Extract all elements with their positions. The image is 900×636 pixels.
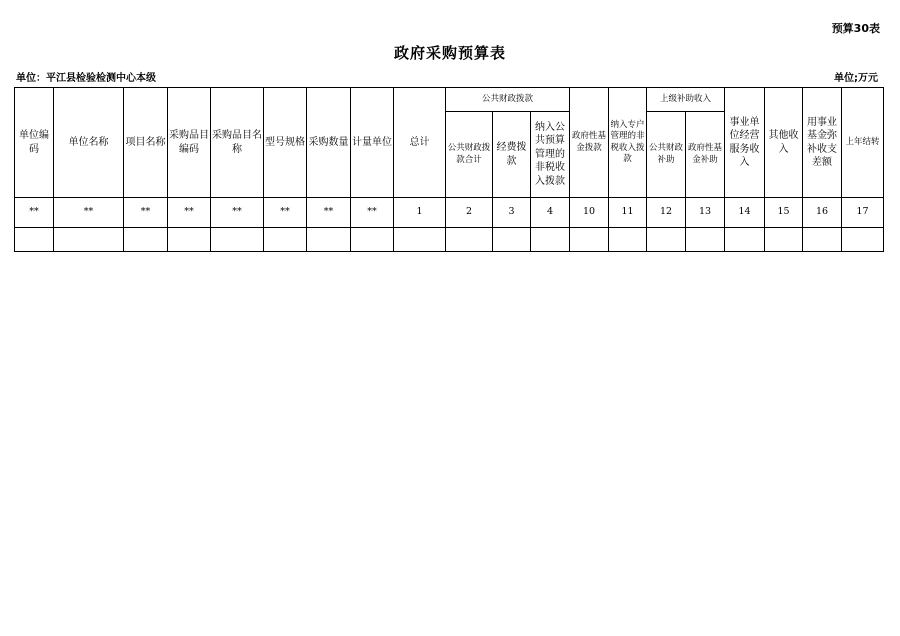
index-cell: 2: [446, 198, 493, 228]
page-title: 政府采购预算表: [393, 44, 506, 62]
header-item-name: 采购品目名称: [211, 88, 264, 198]
index-cell: **: [264, 198, 307, 228]
header-business-income: 事业单位经营服务收入: [725, 88, 765, 198]
index-cell: **: [54, 198, 124, 228]
header-measure-unit: 计量单位: [351, 88, 394, 198]
header-item-code: 采购品目编码: [168, 88, 211, 198]
index-cell: 13: [686, 198, 725, 228]
header-other-income: 其他收入: [765, 88, 803, 198]
header-unit-code: 单位编码: [15, 88, 54, 198]
header-unit-name: 单位名称: [54, 88, 124, 198]
header-gov-fund: 政府性基金拨款: [570, 88, 609, 198]
empty-cell: [842, 228, 884, 252]
index-cell: 3: [493, 198, 531, 228]
empty-cell: [264, 228, 307, 252]
empty-cell: [15, 228, 54, 252]
procurement-budget-table: [14, 87, 884, 252]
index-cell: **: [307, 198, 351, 228]
empty-cell: [725, 228, 765, 252]
header-prior-carryover: 上年结转: [842, 88, 884, 198]
index-cell: 4: [531, 198, 570, 228]
header-superior-subsidy: 上级补助收入: [647, 88, 725, 112]
empty-cell: [647, 228, 686, 252]
header-operating-funds: 经费拨款: [493, 112, 531, 198]
index-cell: 10: [570, 198, 609, 228]
header-total: 总计: [394, 88, 446, 198]
empty-cell: [570, 228, 609, 252]
empty-cell: [493, 228, 531, 252]
index-cell: 14: [725, 198, 765, 228]
header-special-nontax: 纳入专户管理的非税收入拨款: [609, 88, 647, 198]
header-public-finance-total: 公共财政拨款合计: [446, 112, 493, 198]
empty-cell: [54, 228, 124, 252]
empty-cell: [211, 228, 264, 252]
index-row: [15, 198, 884, 228]
header-model-spec: 型号规格: [264, 88, 307, 198]
empty-cell: [609, 228, 647, 252]
index-cell: 17: [842, 198, 884, 228]
form-number: 预算30表: [831, 22, 880, 35]
empty-cell: [351, 228, 394, 252]
empty-cell: [765, 228, 803, 252]
header-public-finance: 公共财政拨款: [446, 88, 570, 112]
index-cell: 16: [803, 198, 842, 228]
index-cell: 12: [647, 198, 686, 228]
empty-cell: [686, 228, 725, 252]
empty-cell: [168, 228, 211, 252]
index-cell: **: [15, 198, 54, 228]
header-quantity: 采购数量: [307, 88, 351, 198]
index-cell: 1: [394, 198, 446, 228]
index-cell: **: [124, 198, 168, 228]
empty-cell: [124, 228, 168, 252]
data-row-empty: [15, 228, 884, 252]
empty-cell: [803, 228, 842, 252]
index-cell: **: [351, 198, 394, 228]
index-cell: 11: [609, 198, 647, 228]
unit-organization: 单位：平江县检验检测中心本级: [16, 73, 156, 84]
empty-cell: [307, 228, 351, 252]
empty-cell: [394, 228, 446, 252]
index-cell: 15: [765, 198, 803, 228]
index-cell: **: [168, 198, 211, 228]
header-public-finance-subsidy: 公共财政补助: [647, 112, 686, 198]
header-budget-nontax: 纳入公共预算管理的非税收入拨款: [531, 112, 570, 198]
empty-cell: [531, 228, 570, 252]
header-gov-fund-subsidy: 政府性基金补助: [686, 112, 725, 198]
header-fund-balance: 用事业基金弥补收支差额: [803, 88, 842, 198]
header-project-name: 项目名称: [124, 88, 168, 198]
index-cell: **: [211, 198, 264, 228]
empty-cell: [446, 228, 493, 252]
unit-currency: 单位;万元: [834, 73, 878, 84]
